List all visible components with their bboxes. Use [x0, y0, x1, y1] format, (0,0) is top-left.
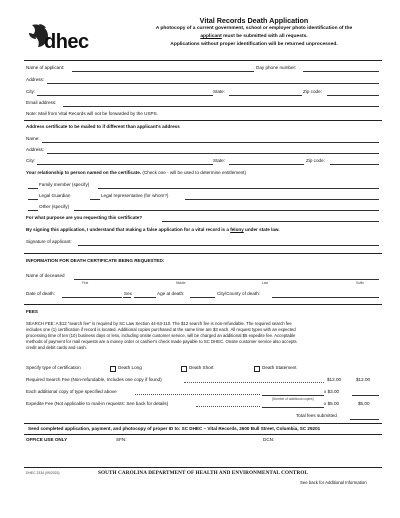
divider-top [24, 60, 382, 61]
mail-address-label: Address: [26, 147, 45, 152]
death-date-label: Date of death: [26, 291, 55, 296]
applicant-address-label: Address: [26, 77, 45, 82]
legal-rep-check[interactable] [90, 199, 100, 200]
other-label: Other (specify) [39, 204, 70, 209]
applicant-emphasis: applicant [200, 34, 222, 39]
total-fees-field[interactable] [350, 419, 379, 420]
total-fees-label: Total fees submitted [296, 413, 337, 418]
mail-name-label: Name: [26, 136, 40, 141]
mail-zip-label: Zip code: [306, 158, 325, 163]
mail-zip-field[interactable] [330, 164, 379, 165]
office-use-label: OFFICE USE ONLY [26, 437, 68, 442]
family-member-label: Family member (specify) [39, 182, 90, 187]
age-label: Age at death: [157, 291, 185, 296]
expedite-fee-dots [196, 406, 260, 407]
additional-copy-dots [135, 394, 260, 395]
purpose-label: For what purpose are you requesting this certificate? [26, 215, 143, 220]
other-field[interactable] [74, 210, 379, 211]
attestation: By signing this application, I understand that making a false application for a vital record is a felony under state law. [26, 227, 280, 232]
fees-heading: FEES [26, 309, 38, 314]
email-field[interactable] [63, 106, 379, 107]
suffix-caption: Suffix [356, 281, 364, 285]
applicant-state-field[interactable] [229, 95, 302, 96]
death-statement-checkbox[interactable] [254, 366, 260, 372]
applicant-city-label: City: [26, 89, 36, 94]
fees-para-line: includes one (1) certification if record is located. Additional copies purchased at the same time are $3 each. All request types with an expected [26, 327, 296, 333]
guardian-check[interactable] [28, 199, 38, 200]
email-label: Email address: [26, 100, 57, 105]
logo-text: dhec [44, 31, 89, 53]
other-check[interactable] [28, 210, 38, 211]
search-fee-dots [184, 382, 324, 383]
divider-fees [24, 304, 382, 305]
middle-caption: Middle [176, 281, 186, 285]
expedite-count-field[interactable] [262, 407, 324, 408]
fees-paragraph [26, 321, 382, 351]
sex-field[interactable] [123, 297, 131, 298]
sex-label: Sex [124, 291, 132, 296]
purpose-field[interactable] [162, 221, 379, 222]
day-phone-label: Day phone number: [256, 65, 297, 70]
divider-send [24, 423, 382, 424]
deceased-name-field[interactable] [74, 279, 379, 280]
search-fee-label: Required Search Fee (Non-refundable, Includes one copy if found) [26, 377, 162, 382]
mail-state-label: State: [213, 158, 226, 163]
dhec-logo [26, 22, 88, 52]
additional-copy-count-field[interactable] [262, 395, 324, 396]
see-back-note: See back for Additional Information [300, 480, 367, 485]
death-statement-label: Death Statement [262, 365, 297, 370]
sfn-label: SFN: [116, 437, 127, 442]
mail-name-field[interactable] [42, 142, 379, 143]
day-phone-field[interactable] [303, 71, 379, 72]
dcn-label: DCN: [263, 437, 275, 442]
death-long-checkbox[interactable] [110, 366, 116, 372]
age-field[interactable] [190, 297, 215, 298]
applicant-name-field[interactable] [72, 71, 254, 72]
expedite-fee-total: $5.00 [358, 401, 370, 406]
death-city-field[interactable] [272, 297, 379, 298]
first-caption: First [82, 281, 89, 285]
applicant-address-field[interactable] [47, 83, 379, 84]
family-member-check[interactable] [28, 188, 38, 189]
cert-type-label: Specify type of certification [26, 365, 81, 370]
applicant-name-label: Name of applicant: [26, 65, 65, 70]
sex-blank[interactable] [134, 297, 156, 298]
send-instructions: Send completed application, payment, and photocopy of proper ID to: SC DHEC – Vital Records, 2600 Bull Street, Columbia, SC 29201 [28, 426, 321, 431]
applicant-zip-label: Zip code: [303, 89, 322, 94]
search-fee-amount: $12.00 [327, 377, 342, 382]
applicant-state-label: State: [213, 89, 226, 94]
mail-city-field[interactable] [37, 164, 213, 165]
mail-to-heading: Address certificate to be mailed to if different than applicant's address [26, 124, 180, 129]
family-member-field[interactable] [98, 188, 379, 189]
header-line-1: A photocopy of a current government, school or employer photo identification of the [155, 26, 353, 31]
divider-death [24, 253, 382, 254]
death-city-label: City/County of death: [217, 291, 260, 296]
form-id: DHEC 2334 (09/2023) [26, 471, 60, 475]
fees-para-line: processing time of ten (10) business days or less, including onsite customer service, will be charged an additional $5 expedite fee. Acceptable [26, 333, 296, 339]
legal-rep-field[interactable] [185, 199, 379, 200]
form-title: Vital Records Death Application [199, 16, 309, 25]
additional-copy-total-field[interactable] [352, 395, 379, 396]
additional-copy-note: (Number of additional copies) [272, 397, 314, 401]
legal-rep-label: Legal representative (for whom?) [101, 193, 169, 198]
death-long-label: Death Long [118, 365, 142, 370]
death-short-checkbox[interactable] [181, 366, 187, 372]
death-date-field[interactable] [62, 297, 122, 298]
fees-para-line: methods of payment for mail requests are a money order or cashier's check made payable to SC DHEC. Onsite customer service also accepts [26, 339, 297, 345]
office-use-box-border [24, 445, 382, 468]
death-info-heading: INFORMATION FOR DEATH CERTIFICATE BEING REQUESTED: [26, 258, 165, 263]
expedite-fee-rate: x $5.00 [324, 401, 340, 406]
mail-state-field[interactable] [229, 164, 304, 165]
department-name: SOUTH CAROLINA DEPARTMENT OF HEALTH AND ENVIRONMENTAL CONTROL [98, 470, 309, 476]
guardian-label: Legal Guardian [39, 193, 71, 198]
additional-copy-label: Each additional copy of type specified above [26, 389, 117, 394]
deceased-name-label: Name of deceased [26, 273, 65, 278]
header-line-3: Applications without proper identification will be returned unprocessed. [170, 42, 338, 47]
mail-city-label: City: [26, 158, 36, 163]
divider-office [24, 434, 382, 435]
death-short-label: Death Short [189, 365, 214, 370]
fees-para-line: SEARCH FEE: A $12 "search fee" is required by SC Law Section 44-63-110. The $12 search fee is non-refundable. The required search fee [26, 321, 292, 326]
signature-field[interactable] [78, 245, 379, 246]
header-line-2: applicant must be submitted with all requests. [200, 34, 308, 39]
fees-para-line: credit and debit cards and cash. [26, 345, 87, 351]
last-caption: Last [262, 281, 269, 285]
signature-label: Signature of applicant: [26, 239, 72, 244]
mail-address-field[interactable] [47, 153, 379, 154]
applicant-city-field[interactable] [37, 95, 213, 96]
search-fee-total: $12.00 [356, 377, 371, 382]
usps-note: Note: Mail from Vital Records will not be forwarded by the USPS. [26, 111, 158, 116]
expedite-fee-label: Expedite Fee (Not applicable to mail-in requests: See back for details) [26, 401, 169, 406]
applicant-zip-field[interactable] [327, 95, 379, 96]
divider-mail [24, 120, 382, 121]
relationship-heading: Your relationship to person named on the certificate. (Check one - will be used to determine entitlement) [26, 170, 246, 175]
additional-copy-rate: x $3.00 [324, 389, 340, 394]
